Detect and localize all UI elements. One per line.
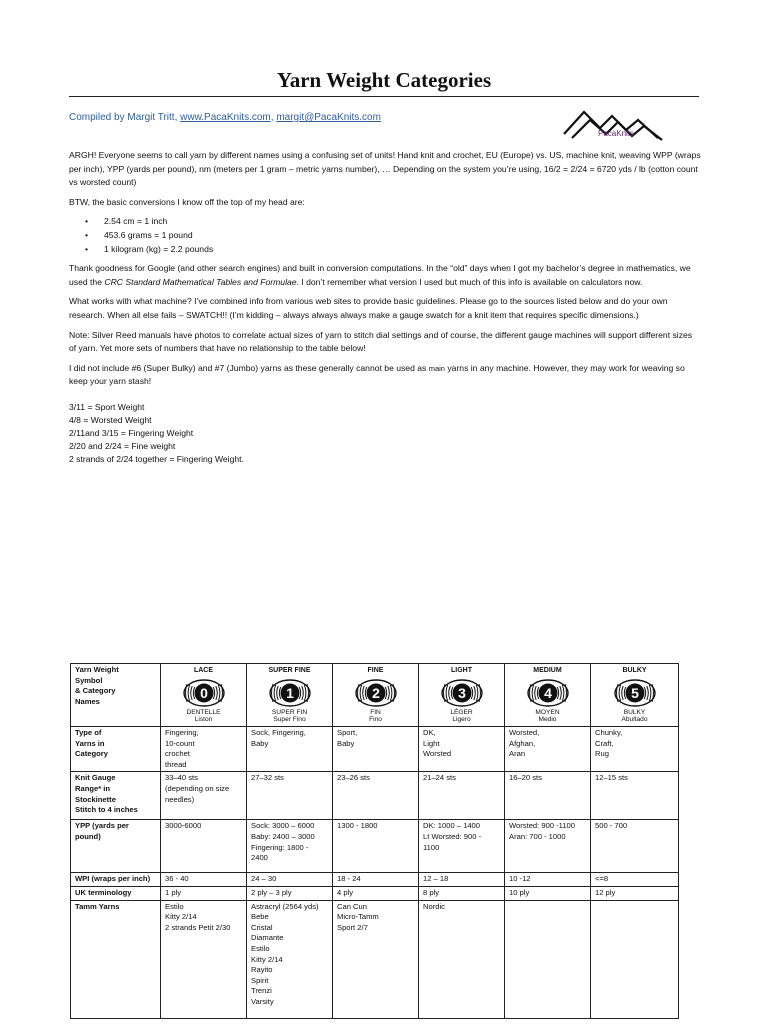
cell-line: 2400 — [251, 853, 268, 863]
cell-line: Can Cun — [337, 901, 367, 911]
paragraph-argh: ARGH! Everyone seems to call yarn by different names using a confusing set of units! Hand knit and crochet, EU (Europe) vs. US, machine knit, weaving WPP (wraps per inch), YPP (yards per pound), nm (meters per 1 gram – metric yarns number), … Depending on the system you’re using, 16/2 = 2/24 = 6720 yds / lb (cotton count vs worsted count) — [69, 150, 701, 188]
paragraph-btw: BTW, the basic conversions I know off the top of my head are: — [69, 196, 305, 207]
pacaknits-logo — [562, 108, 666, 142]
cell-line: Micro-Tamm — [337, 912, 379, 922]
row-label-line: Stitch to 4 inches — [75, 805, 138, 815]
table-cell — [161, 886, 247, 900]
cell-line: 1300 - 1800 — [337, 821, 378, 831]
paragraph-bulky-part2: yarns in any machine. However, they may work for weaving so keep your yarn stash! — [69, 362, 685, 387]
cell-line: Sport 2/7 — [337, 922, 368, 932]
cell-line: Estilo — [165, 901, 184, 911]
table-cell — [419, 820, 505, 873]
symbol-spanish-label: Ligero — [452, 715, 471, 723]
yarn-skein-icon — [526, 678, 570, 708]
row-label-line: Stockinette — [75, 794, 116, 804]
weight-symbol-cell — [333, 664, 419, 727]
row-label-cell — [71, 900, 161, 1018]
cell-line: Nordic — [423, 901, 445, 911]
row-label-line: pound) — [75, 831, 101, 841]
table-cell — [591, 820, 679, 873]
table-row — [71, 886, 679, 900]
paragraph-google — [69, 262, 701, 289]
weight-symbol-cell — [591, 664, 679, 727]
weight-number: 5 — [630, 684, 639, 701]
table-cell — [505, 772, 591, 820]
symbol-english-label: MEDIUM — [533, 667, 562, 674]
yarn-skein-icon — [182, 678, 226, 708]
table-cell — [333, 873, 419, 887]
table-cell — [591, 727, 679, 772]
table-cell — [419, 873, 505, 887]
symbol-spanish-label: Abultado — [621, 715, 648, 723]
weight-equivalents — [69, 401, 701, 466]
paragraph-bulky — [69, 362, 701, 389]
cell-line: 2 ply – 3 ply — [251, 887, 292, 897]
cell-line: 33–40 sts — [165, 773, 198, 783]
table-cell — [505, 886, 591, 900]
cell-line: needles) — [165, 794, 195, 804]
cell-line: Rug — [595, 749, 609, 759]
cell-line: DK, — [423, 728, 436, 737]
cell-line: 4 ply — [337, 887, 354, 897]
table-cell — [505, 873, 591, 887]
symbol-french-label: LÉGER — [450, 708, 473, 716]
row-label-line: Yarns in — [75, 738, 105, 748]
cell-line: Chunky, — [595, 728, 623, 737]
cell-line: 10 -12 — [509, 874, 531, 884]
table-row — [71, 900, 679, 1018]
header-label-line: & Category — [75, 686, 116, 696]
cell-line: crochet — [165, 749, 190, 759]
row-label-line: Knit Gauge — [75, 773, 116, 783]
cell-line: 27–32 sts — [251, 773, 284, 783]
table-row — [71, 727, 679, 772]
cell-line: 10-count — [165, 738, 195, 748]
cell-line: thread — [165, 759, 187, 769]
table-cell — [419, 900, 505, 1018]
cell-line: 12 – 18 — [423, 874, 449, 884]
intro-text — [69, 149, 701, 466]
cell-line: Varsity — [251, 996, 274, 1006]
yarn-skein-icon — [354, 678, 398, 708]
cell-line: (depending on size — [165, 783, 230, 793]
table-row — [71, 772, 679, 820]
cell-line: 3000-6000 — [165, 821, 202, 831]
cell-line: 12–15 sts — [595, 773, 628, 783]
paragraph-google-part1: Thank goodness for Google (and other search engines) and built in conversion computations. In the “old” days when I got my bachelor’s degree in mathematics, we used the — [69, 263, 691, 287]
table-cell — [247, 886, 333, 900]
symbol-english-label: BULKY — [622, 667, 647, 674]
table-cell — [161, 873, 247, 887]
list-item: 2/20 and 2/24 = Fine weight — [69, 440, 176, 451]
weight-number: 3 — [457, 684, 466, 701]
cell-line: 21–24 sts — [423, 773, 456, 783]
header-label-line: Symbol — [75, 675, 103, 685]
symbol-french-label: SUPER FIN — [271, 708, 308, 716]
table-cell — [247, 772, 333, 820]
symbol-spanish-label: Fino — [369, 715, 382, 723]
cell-line: Kitty 2/14 — [165, 912, 197, 922]
symbol-spanish-label: Liston — [194, 715, 213, 723]
email-link[interactable]: margit@PacaKnits.com — [276, 112, 381, 123]
cell-line: Sport, — [337, 728, 358, 737]
cell-line: 10 ply — [509, 887, 530, 897]
symbol-french-label: MOYEN — [535, 708, 560, 716]
cell-line: Estilo — [251, 943, 270, 953]
table-header-row — [71, 664, 679, 727]
cell-line: <=8 — [595, 874, 609, 884]
cell-line: Worsted — [423, 749, 452, 759]
cell-line: Worsted, — [509, 728, 540, 737]
cell-line: Cristal — [251, 922, 273, 932]
table-cell — [247, 727, 333, 772]
crc-title: CRC Standard Mathematical Tables and Formulae — [104, 276, 297, 287]
table-cell — [505, 727, 591, 772]
table-cell — [333, 820, 419, 873]
cell-line: 2 strands Petit 2/30 — [165, 922, 231, 932]
table-cell — [333, 900, 419, 1018]
list-item: 4/8 = Worsted Weight — [69, 414, 152, 425]
title-rule — [69, 96, 699, 97]
table-cell — [419, 886, 505, 900]
weight-symbol-cell — [505, 664, 591, 727]
cell-line: DK: 1000 – 1400 — [423, 821, 480, 831]
compiled-separator: , — [270, 112, 277, 123]
row-label-line: UK terminology — [75, 887, 132, 897]
compiled-prefix: Compiled by Margit Tritt, — [69, 112, 181, 123]
table-cell — [161, 820, 247, 873]
symbol-french-label: FIN — [370, 708, 381, 716]
cell-line: Fingering: 1800 - — [251, 842, 309, 852]
cell-line: Baby — [337, 738, 355, 748]
symbol-french-label: BULKY — [623, 708, 646, 716]
cell-line: Baby — [251, 738, 269, 748]
row-label-cell — [71, 873, 161, 887]
compiled-by-line — [69, 112, 381, 123]
list-item: 3/11 = Sport Weight — [69, 401, 145, 412]
list-item: 2/11and 3/15 = Fingering Weight — [69, 427, 194, 438]
site-link[interactable]: www.PacaKnits.com — [180, 112, 271, 123]
table-cell — [247, 820, 333, 873]
weight-number: 2 — [371, 684, 380, 701]
cell-line: Kitty 2/14 — [251, 954, 283, 964]
paragraph-bulky-part1: I did not include #6 (Super Bulky) and #7 (Jumbo) yarns as these generally cannot be used as — [69, 362, 429, 373]
row-label-line: Category — [75, 749, 108, 759]
symbol-english-label: LACE — [193, 667, 214, 674]
cell-line: Diamante — [251, 933, 284, 943]
cell-line: 16–20 sts — [509, 773, 542, 783]
row-label-cell — [71, 820, 161, 873]
weight-symbol-cell — [161, 664, 247, 727]
yarn-skein-icon — [613, 678, 657, 708]
table-cell — [247, 900, 333, 1018]
table-cell — [505, 900, 591, 1018]
symbol-english-label: FINE — [367, 667, 384, 674]
cell-line: Lt Worsted: 900 - — [423, 831, 482, 841]
list-item: 2 strands of 2/24 together = Fingering Weight. — [69, 453, 244, 464]
table-cell — [591, 772, 679, 820]
table-row — [71, 820, 679, 873]
weight-number: 0 — [199, 684, 208, 701]
table-cell — [419, 727, 505, 772]
paragraph-google-part2: . I don’t remember what version I used but much of this info is available on calculators now. — [296, 276, 643, 287]
table-cell — [591, 873, 679, 887]
table-cell — [333, 727, 419, 772]
cell-line: 1100 — [423, 842, 440, 852]
cell-line: Sock, Fingering, — [251, 728, 306, 737]
symbol-spanish-label: Super Fino — [273, 715, 306, 723]
conversion-list — [69, 215, 701, 256]
cell-line: Worsted: 900 -1100 — [509, 821, 575, 831]
symbol-french-label: DENTELLE — [186, 708, 221, 716]
table-cell — [505, 820, 591, 873]
cell-line: Aran: 700 - 1000 — [509, 831, 566, 841]
table-cell — [161, 727, 247, 772]
table-cell — [333, 886, 419, 900]
symbol-spanish-label: Medio — [538, 715, 557, 723]
cell-line: Light — [423, 738, 440, 748]
list-item: • 1 kilogram (kg) = 2.2 pounds — [69, 243, 701, 257]
page-title: Yarn Weight Categories — [276, 68, 492, 92]
cell-line: Spirit — [251, 975, 269, 985]
row-label-line: Type of — [75, 728, 102, 737]
row-label-line: WPI (wraps per inch) — [75, 874, 151, 884]
cell-line: Sock: 3000 – 6000 — [251, 821, 315, 831]
list-item: • 2.54 cm = 1 inch — [69, 215, 701, 229]
row-label-line: Tamm Yarns — [75, 901, 120, 911]
yarn-weight-table — [70, 663, 679, 1019]
row-label-line: Range* in — [75, 783, 111, 793]
cell-line: Bebe — [251, 912, 269, 922]
weight-symbol-cell — [247, 664, 333, 727]
symbol-english-label: SUPER FINE — [268, 667, 311, 674]
weight-number: 4 — [543, 684, 552, 701]
cell-line: Aran — [509, 749, 526, 759]
cell-line: Afghan, — [509, 738, 536, 748]
row-label-cell — [71, 727, 161, 772]
cell-line: Rayito — [251, 965, 273, 975]
table-cell — [419, 772, 505, 820]
symbol-english-label: LIGHT — [451, 667, 472, 674]
yarn-skein-icon — [440, 678, 484, 708]
table-cell — [591, 900, 679, 1018]
table-cell — [591, 886, 679, 900]
table-row — [71, 873, 679, 887]
cell-line: Fingering, — [165, 728, 199, 737]
cell-line: Trenzi — [251, 986, 272, 996]
weight-number: 1 — [285, 684, 294, 701]
cell-line: 36 - 40 — [165, 874, 189, 884]
header-label-cell — [71, 664, 161, 727]
cell-line: Astracryl (2564 yds) — [251, 901, 319, 911]
table-cell — [161, 900, 247, 1018]
yarn-skein-icon — [268, 678, 312, 708]
header-label-line: Yarn Weight — [75, 665, 119, 674]
cell-line: 1 ply — [165, 887, 182, 897]
table-cell — [247, 873, 333, 887]
paragraph-silver-reed: Note: Silver Reed manuals have photos to correlate actual sizes of yarn to stitch dial settings and of course, the different gauge machines will support different sizes of yarn. Yet more sets of numbers that have no relationship to the table below! — [69, 329, 693, 354]
row-label-line: YPP (yards per — [75, 821, 129, 831]
header-label-line: Names — [75, 696, 100, 706]
cell-line: 8 ply — [423, 887, 440, 897]
row-label-cell — [71, 772, 161, 820]
list-item: • 453.6 grams = 1 pound — [69, 229, 701, 243]
cell-line: 24 – 30 — [251, 874, 277, 884]
logo-text: PacaKnits — [598, 129, 635, 138]
weight-symbol-cell — [419, 664, 505, 727]
table-cell — [161, 772, 247, 820]
table-cell — [333, 772, 419, 820]
paragraph-bulky-main: main — [428, 363, 445, 373]
cell-line: 500 - 700 — [595, 821, 628, 831]
cell-line: Craft, — [595, 738, 614, 748]
paragraph-machine: What works with what machine? I’ve combined info from various web sites to provide basic guidelines. Please go to the sources listed below and do your own research. When all else fails – SWATCH!! (I’m kidding – always always always make a gauge swatch for a knit item that requires specific dimensions.) — [69, 296, 668, 320]
cell-line: 23–26 sts — [337, 773, 370, 783]
cell-line: Baby: 2400 – 3000 — [251, 831, 315, 841]
cell-line: 18 - 24 — [337, 874, 361, 884]
row-label-cell — [71, 886, 161, 900]
cell-line: 12 ply — [595, 887, 616, 897]
